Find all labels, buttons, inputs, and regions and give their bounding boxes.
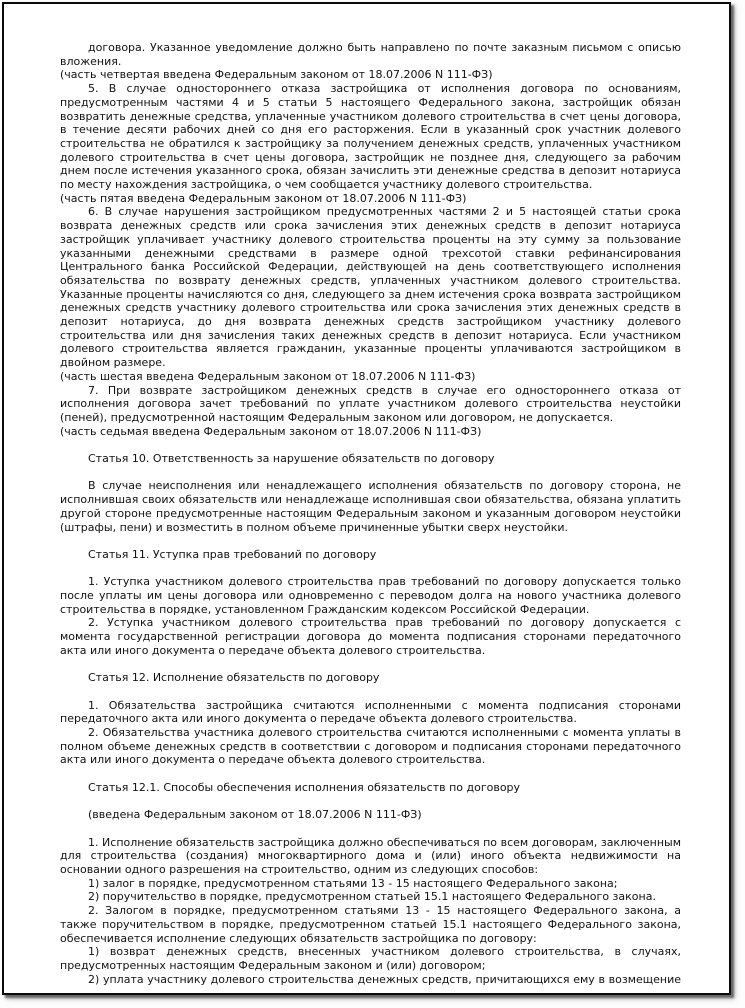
- page-content: [4, 4, 729, 1006]
- blank-line: [60, 795, 681, 809]
- paragraph: 5. В случае одностороннего отказа застройщика от исполнения договора по основаниям, предусмотренным частями 4 и 5 статьи 5 настоящего Федерального закона, застройщик обязан возвратить денежные средства, уплаченные участником долевого строительства в счет цены договора, в течение десяти рабочих дней со дня его расторжения. Если в указанный срок участник долевого строительства не обратился к застройщику за получением денежных средств, уплаченных участником долевого строительства в счет цены договора, застройщик не позднее дня, следующего за рабочим днем после истечения указанного срока, обязан зачислить эти денежные средства в депозит нотариуса по месту нахождения застройщика, о чем сообщается участнику долевого строительства.: [60, 82, 681, 192]
- paragraph: 1. Исполнение обязательств застройщика должно обеспечиваться по всем договорам, заключенным для строительства (создания) многоквартирного дома и (или) иного объекта недвижимости на основании одного разрешения на строительство, одним из следующих способов:: [60, 835, 681, 877]
- document-page: [2, 2, 731, 995]
- amendment-note: (часть седьмая введена Федеральным законом от 18.07.2006 N 111-ФЗ): [60, 424, 482, 438]
- article-heading: Статья 12. Исполнение обязательств по договору: [88, 671, 380, 685]
- paragraph: В случае неисполнения или ненадлежащего исполнения обязательств по договору сторона, не исполнившая своих обязательств или ненадлежаще исполнившая свои обязательства, обязана уплатить другой стороне предусмотренные настоящим Федеральным законом и указанным договором неустойки (штрафы, пени) и возместить в полном объеме причиненные убытки сверх неустойки.: [60, 479, 681, 534]
- paragraph: 1) залог в порядке, предусмотренном статьями 13 - 15 настоящего Федерального закона;: [88, 876, 618, 890]
- blank-line: [60, 767, 681, 781]
- amendment-note: (часть пятая введена Федеральным законом от 18.07.2006 N 111-ФЗ): [60, 191, 467, 205]
- paragraph: 2. Обязательства участника долевого строительства считаются исполненными с момента уплаты в полном объеме денежных средств в соответствии с договором и подписания сторонами передаточного акта или иного документа о передаче объекта долевого строительства.: [60, 726, 681, 767]
- article-heading: Статья 11. Уступка прав требований по договору: [88, 547, 377, 561]
- blank-line: [60, 822, 681, 836]
- amendment-note: (часть четвертая введена Федеральным законом от 18.07.2006 N 111-ФЗ): [60, 68, 493, 82]
- article-heading: Статья 12.1. Способы обеспечения исполнения обязательств по договору: [88, 780, 521, 794]
- paragraph: 1. Уступка участником долевого строительства прав требований по договору допускается только после уплаты им цены договора или одновременно с переводом долга на нового участника долевого строительства в порядке, установленном Гражданским кодексом Российской Федерации.: [60, 575, 681, 616]
- paragraph: 2. Уступка участником долевого строительства прав требований по договору допускается с момента государственной регистрации договора до момента подписания сторонами передаточного акта или иного документа о передаче объекта долевого строительства.: [60, 616, 681, 657]
- blank-line: [60, 466, 681, 480]
- blank-line: [60, 685, 681, 699]
- amendment-note: (часть шестая введена Федеральным законом от 18.07.2006 N 111-ФЗ): [60, 369, 476, 383]
- paragraph: договора. Указанное уведомление должно быть направлено по почте заказным письмом с описью вложения.: [60, 41, 681, 68]
- paragraph: 7. При возврате застройщиком денежных средств в случае его одностороннего отказа от исполнения договора зачет требований по уплате участником долевого строительства неустойки (пеней), предусмотренной настоящим Федеральным законом или договором, не допускается.: [60, 383, 681, 424]
- paragraph: 2) уплата участнику долевого строительства денежных средств, причитающихся ему в возмещение: [88, 972, 681, 986]
- paragraph: 1. Обязательства застройщика считаются исполненными с момента подписания сторонами передаточного акта или иного документа о передаче объекта долевого строительства.: [60, 698, 681, 726]
- paragraph: 2. Залогом в порядке, предусмотренном статьями 13 - 15 настоящего Федерального закона, а также поручительством в порядке, предусмотренном статьей 15.1 настоящего Федерального закона, обеспечивается исполнение следующих обязательств застройщика по договору:: [60, 904, 681, 945]
- paragraph: 6. В случае нарушения застройщиком предусмотренных частями 2 и 5 настоящей статьи срока возврата денежных средств или срока зачисления этих денежных средств в депозит нотариуса застройщик уплачивает участнику долевого строительства проценты на эту сумму за пользование указанными денежными средствами в размере одной трехсотой ставки рефинансирования Центрального банка Российской Федерации, действующей на день соответствующего исполнения обязательства по возврату денежных средств, уплаченных участником долевого строительства. Указанные проценты начисляются со дня, следующего за днем истечения срока возврата застройщиком денежных средств участнику долевого строительства или срока зачисления этих денежных средств в депозит нотариуса, до дня возврата денежных средств застройщиком участнику долевого строительства или дня зачисления таких денежных средств в депозит нотариуса. Если участником долевого строительства является гражданин, указанные проценты уплачиваются застройщиком в двойном размере.: [60, 205, 681, 370]
- blank-line: [60, 562, 681, 576]
- blank-line: [60, 534, 681, 548]
- paragraph: 2) поручительство в порядке, предусмотренном статьей 15.1 настоящего Федерального закона.: [88, 890, 656, 904]
- amendment-note: (введена Федеральным законом от 18.07.2006 N 111-ФЗ): [88, 808, 422, 822]
- paragraph: 1) возврат денежных средств, внесенных участником долевого строительства, в случаях, предусмотренных настоящим Федеральным законом и (или) договором;: [60, 945, 681, 972]
- blank-line: [60, 658, 681, 672]
- blank-line: [60, 438, 681, 452]
- article-heading: Статья 10. Ответственность за нарушение обязательств по договору: [88, 452, 495, 466]
